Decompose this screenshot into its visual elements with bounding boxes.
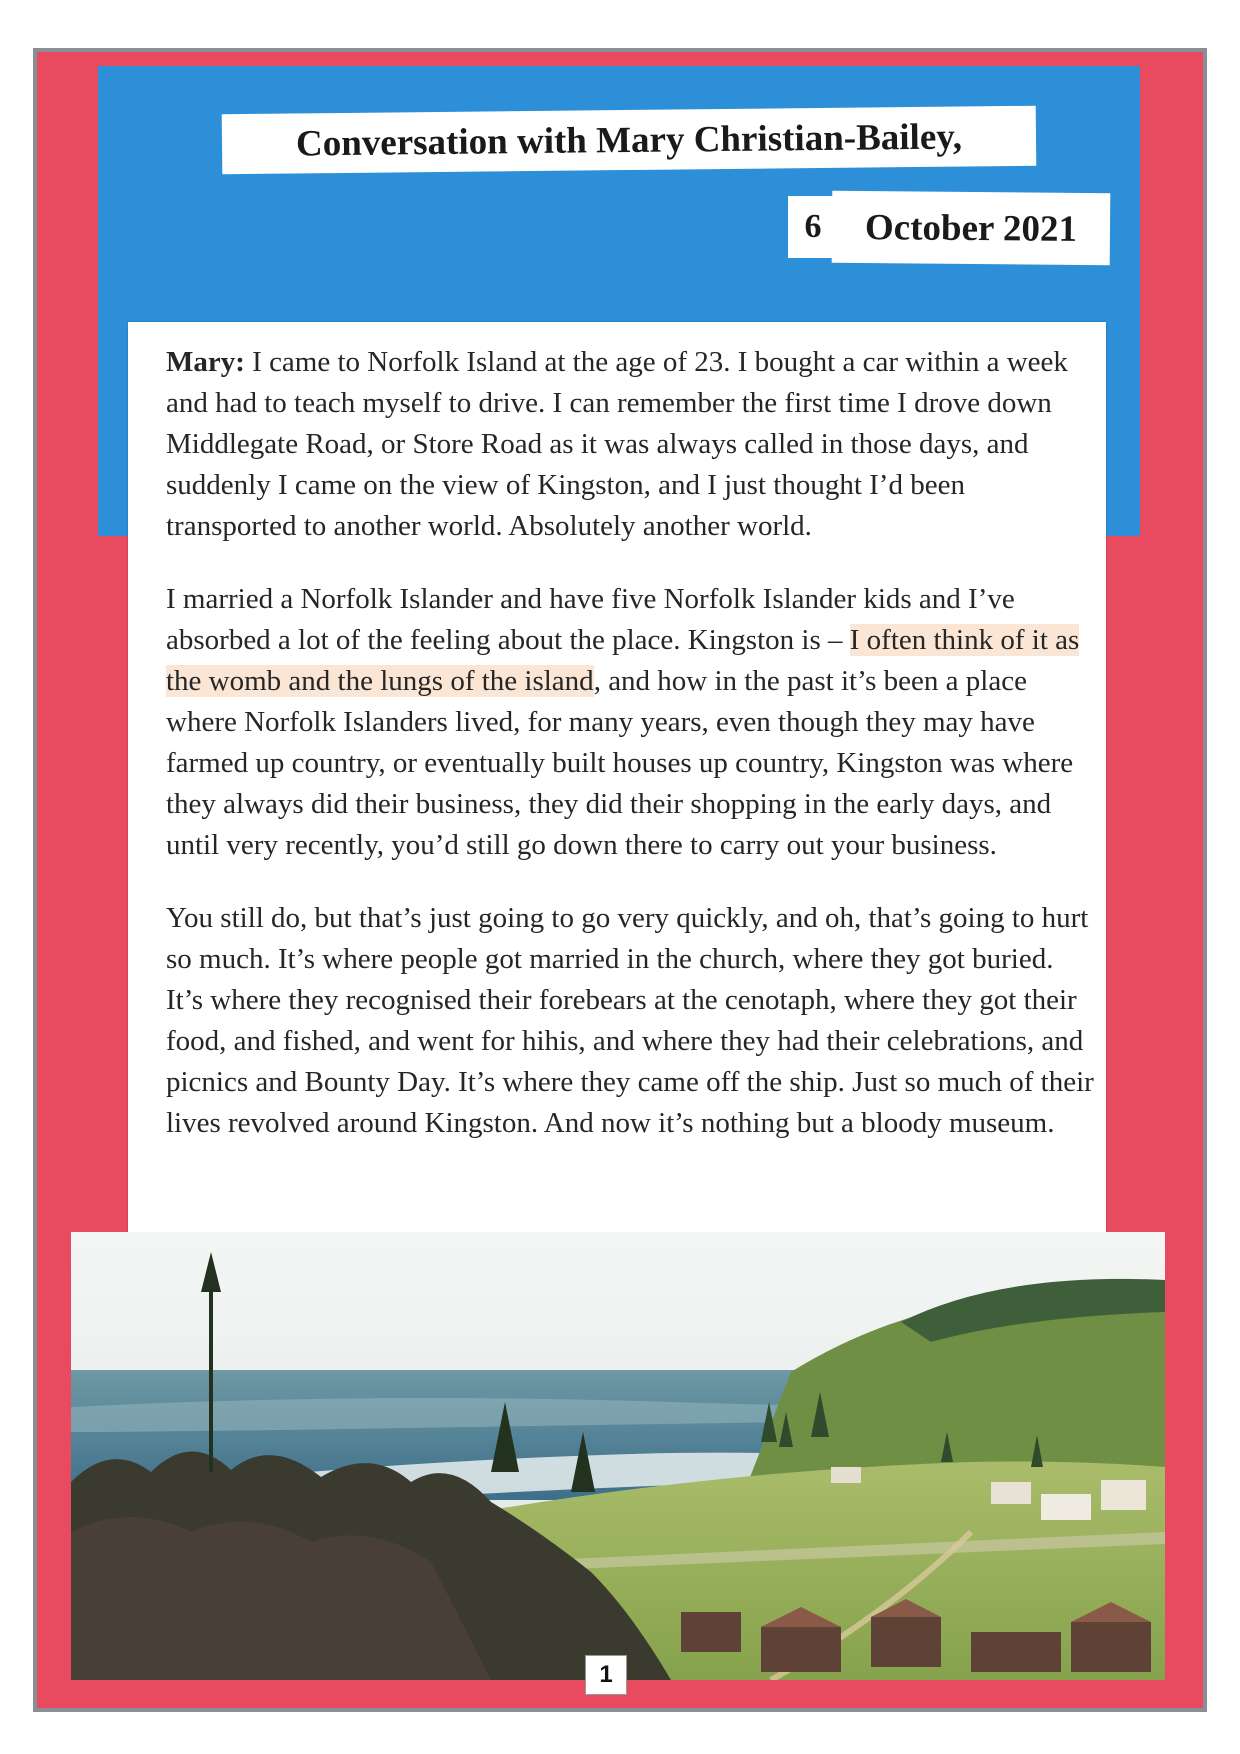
highlighted-quote: I often think of it as the womb and the lungs of the island	[166, 624, 1080, 697]
paragraph-2-end: , and how in the past it’s been a place where Norfolk Islanders lived, for many years, even though they may have farmed up country, or eventually built houses up country, Kingston was where they always did their business, they did their shopping in the early days, and until very recently, you’d still go down there to carry out your business.	[166, 665, 1074, 861]
title-month-year: October 2021	[864, 206, 1078, 250]
title-day: 6	[804, 208, 822, 245]
title-strip	[222, 106, 1037, 175]
paragraph-2-start: I married a Norfolk Islander and have five Norfolk Islander kids and I’ve absorbed a lot of the feeling about the place. Kingston is –	[166, 583, 1015, 656]
title-day-strip	[788, 196, 838, 258]
interview-text	[166, 342, 1094, 1176]
speaker-label: Mary:	[166, 346, 245, 378]
page-number-text: 1	[599, 1661, 613, 1688]
title-line1: Conversation with Mary Christian-Bailey,	[295, 116, 963, 164]
paragraph-1-text: I came to Norfolk Island at the age of 23. I bought a car within a week and had to teach myself to drive. I can remember the first time I drove down Middlegate Road, or Store Road as it was always called in those days, and suddenly I came on the view of Kingston, and I just thought I’d been transported to another world. Absolutely another world.	[166, 346, 1068, 542]
title-date-strip	[832, 191, 1111, 265]
paragraph-2	[166, 579, 1094, 866]
kingston-landscape-photo	[71, 1232, 1165, 1680]
page-number	[585, 1655, 627, 1695]
text-card	[128, 322, 1106, 1322]
paragraph-1	[166, 342, 1094, 547]
paragraph-3: You still do, but that’s just going to go very quickly, and oh, that’s going to hurt so much. It’s where people got married in the church, where they got buried. It’s where they recognised their forebears at the cenotaph, where they got their food, and fished, and went for hihis, and where they had their celebrations, and picnics and Bounty Day. It’s where they came off the ship. Just so much of their lives revolved around Kingston. And now it’s nothing but a bloody museum.	[166, 902, 1094, 1139]
